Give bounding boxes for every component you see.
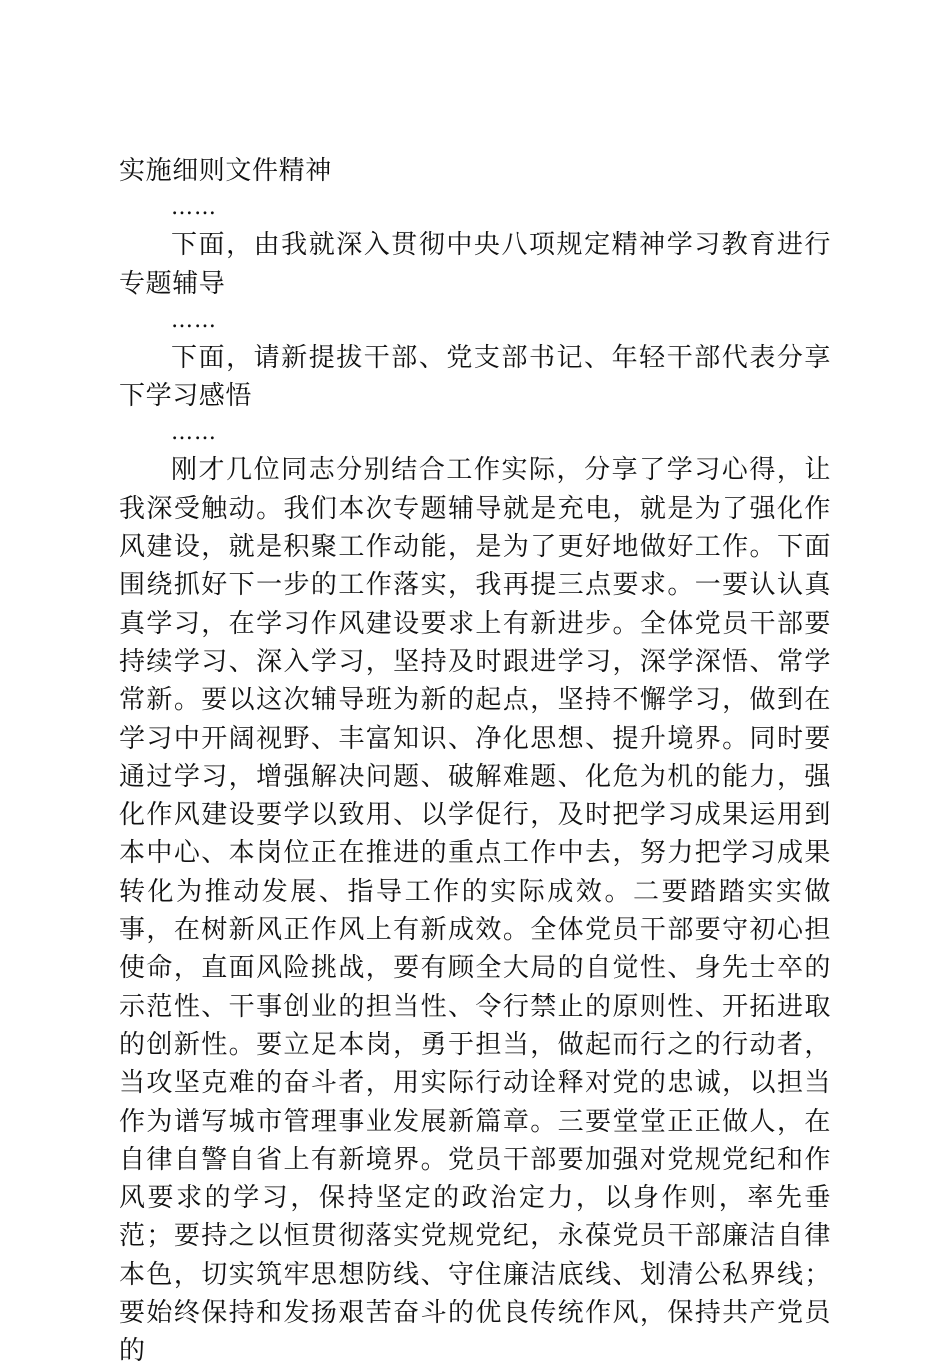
paragraph-heading-continuation: 实施细则文件精神 [119,156,332,186]
paragraph-sharing: 下面，请新提拔干部、党支部书记、年轻干部代表分享下学习感悟 [119,342,831,412]
ellipsis-marker: …… [171,420,217,446]
paragraph-requirements: 刚才几位同志分别结合工作实际，分享了学习心得，让我深受触动。我们本次专题辅导就是充电，就是为了强化作风建设，就是积聚工作动能，是为了更好地做好工作。下面围绕抓好下一步的工作落实，我再提三点要求。一要认认真真学习，在学习作风建设要求上有新进步。全体党员干部要持续学习、深入学习，坚持及时跟进学习，深学深悟、常学常新。要以这次辅导班为新的起点，坚持不懈学习，做到在学习中开阔视野、丰富知识、净化思想、提升境界。同时要通过学习，增强解决问题、破解难题、化危为机的能力，强化作风建设要学以致用、以学促行，及时把学习成果运用到本中心、本岗位正在推进的重点工作中去，努力把学习成果转化为推动发展、指导工作的实际成效。二要踏踏实实做事，在树新风正作风上有新成效。全体党员干部要守初心担使命，直面风险挑战，要有顾全大局的自觉性、身先士卒的示范性、干事创业的担当性、令行禁止的原则性、开拓进取的创新性。要立足本岗，勇于担当，做起而行之的行动者，当攻坚克难的奋斗者，用实际行动诠释对党的忠诚，以担当作为谱写城市管理事业发展新篇章。三要堂堂正正做人，在自律自警自省上有新境界。党员干部要加强对党规党纪和作风要求的学习，保持坚定的政治定力，以身作则，率先垂范；要持之以恒贯彻落实党规党纪，永葆党员干部廉洁自律本色，切实筑牢思想防线、守住廉洁底线、划清公私界线；要始终保持和发扬艰苦奋斗的优良传统作风，保持共产党员的 [119,455,831,1367]
ellipsis-marker: …… [171,195,217,221]
document-body [119,152,831,1371]
ellipsis-marker: …… [171,307,217,333]
paragraph-topic-guidance: 下面，由我就深入贯彻中央八项规定精神学习教育进行专题辅导 [119,230,831,299]
